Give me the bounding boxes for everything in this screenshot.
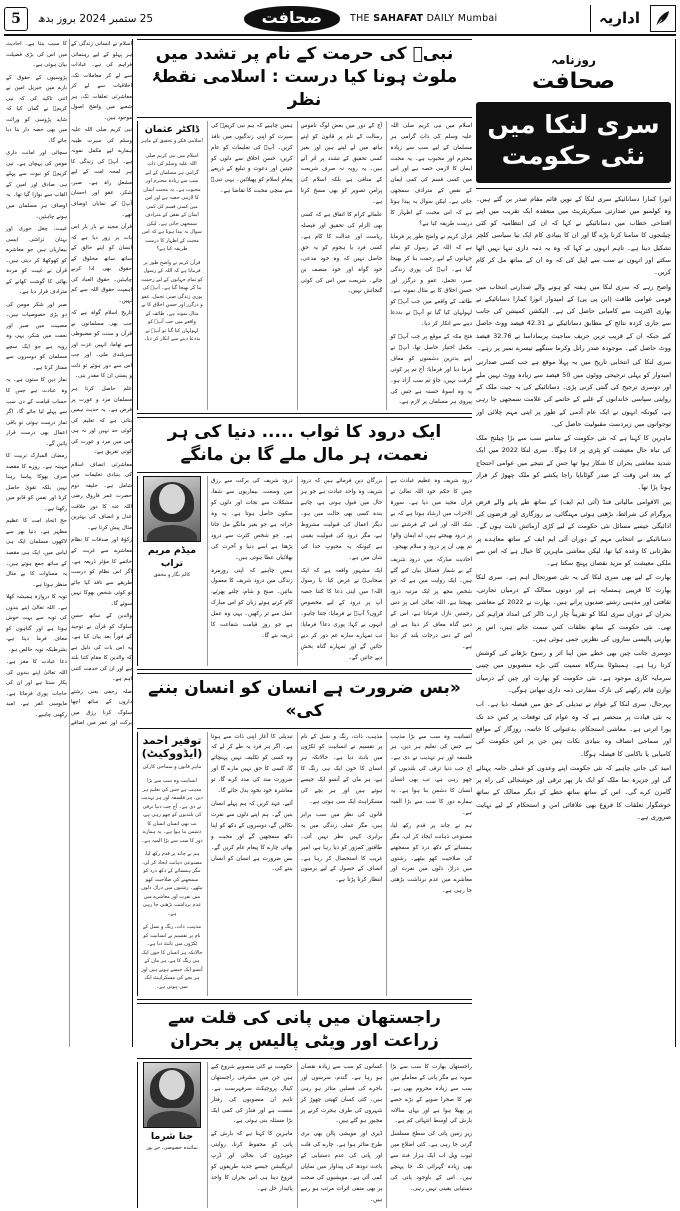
article-column-text [386, 121, 472, 411]
page-number: 5 [4, 7, 28, 31]
article-block [137, 673, 472, 1000]
author-subtitle: نمائندہ خصوصی، جے پور [146, 1145, 198, 1152]
article-headline: نبیؐ کی حرمت کے نام پر تشدد میں ملوث ہونا کیا درست : اسلامی نقطۂ نظر [137, 39, 472, 118]
paragraph: صلہ رحمی یعنی رشتے داروں کے ساتھ اچھا سلوک کرنا رزق میں برکت اور عمر میں اضافے کا سبب بنتا ہے۔ احادیث میں اس کی بڑی فضیلت بیان ہوئی ہے۔ [6, 41, 132, 727]
latin-title-suffix: DAILY Mumbai [423, 13, 498, 24]
paragraph: ہم نے چاند پر قدم رکھ لیا، مصنوعی ذہانت ایجاد کر لی، مگر ہمسائے کے دکھ درد کو سمجھنے کی صلاحیت کھو بیٹھے۔ رشتوں میں دراڑ، دلوں میں نفرت اور معاشرے میں عدم برداشت بڑھتی جا رہی ہے۔ [390, 822, 472, 895]
paragraph: توبہ کا دروازہ ہمیشہ کھلا ہے۔ اللہ تعالیٰ اپنے بندوں کی توبہ سے بہت خوش ہوتا ہے اور گناہوں کو معاف فرما دیتا ہے، بشرطیکہ توبہ خالص ہو۔ [6, 594, 67, 653]
article-block [137, 1003, 472, 1211]
paragraph: درود شریف کی برکت سے رزق میں وسعت، بیماریوں سے شفا، مشکلات سے نجات اور دلوں کو سکون حاصل ہوتا ہے۔ یہ وہ خزانہ ہے جو بغیر مانگے مل جاتا ہے۔ جو شخص کثرت سے درود پڑھتا ہے اسے دنیا و آخرت کی بھلائیاں عطا ہوتی ہیں۔ [210, 478, 293, 561]
paragraph: پڑوسیوں کے حقوق کے بارے میں جبریل امین نے اتنی تاکید کی کہ نبی کریمؐ نے گمان کیا کہ شاید پڑوسی کو وراثت میں بھی حصہ دار بنا دیا جائے گا۔ [6, 74, 67, 144]
left-text-strip [6, 39, 132, 1047]
paragraph: انسانیت وہ سب سے بڑا مذہب ہے جس کی تعلیم ہر دین، ہر فلسفہ اور ہر تہذیب نے دی ہے۔ آج جب دنیا ترقی کی بلندیوں کو چھو رہی ہے، تب بھی انسان انسان کا دشمن بنا ہوا ہے۔ یہ ہمارے دور کا سب سے بڑا المیہ ہے۔ [141, 778, 203, 844]
article-column-text [386, 476, 472, 665]
article-column-text [386, 732, 472, 997]
author-subtitle: کالم نگار و محقق [153, 571, 191, 578]
portrait-face [159, 484, 185, 514]
paragraph: قرآن کریم نے واضح طور پر فرمایا ہے کہ اللہ کے رسول کو تمام جہانوں کے لیے رحمت بنا کر بھیجا گیا ہے۔ آپؐ کی پوری زندگی صبر، تحمل، عفو و درگزر اور حسنِ اخلاق کا بے مثال نمونہ ہے۔ طائف کے واقعے میں جب آپؐ کو لہولہان کیا گیا تو آپؐ نے بددعا دینے سے انکار کر دیا۔ [390, 233, 472, 328]
paragraph: زیرِ زمین پانی کی سطح مسلسل گرتی جا رہی ہے۔ کئی اضلاع میں ٹیوب ویل اب ایک ہزار فٹ سے بھی زیادہ گہرائی تک جا پہنچے ہیں۔ اس کے باوجود پانی کی دستیابی یقینی نہیں رہی۔ [390, 1131, 472, 1192]
paragraph: درود شریف وہ عظیم عبادت ہے جس کا حکم خود اللہ تعالیٰ نے قرآن مجید میں دیا ہے۔ سورۃ الاحزاب میں ارشاد ہوتا ہے کہ بے شک اللہ اور اس کے فرشتے نبی پر درود بھیجتے ہیں، اے ایمان والو! تم بھی ان پر درود و سلام بھیجو۔ [390, 478, 472, 550]
paragraph: دعا عبادت کا مغز ہے۔ اللہ تعالیٰ اپنے بندوں کی پکار سنتا ہے اور ان کی حاجات پوری فرماتا ہے۔ مایوسی کفر ہے، امید رکھنی چاہیے۔ [6, 659, 67, 718]
paragraph: قانون کی نظر میں سب برابر ہیں، مگر عملی زندگی میں یہ برابری کہیں نظر نہیں آتی۔ طاقتور کمزور کو دبا رہا ہے، امیر غریب کا استحصال کر رہا ہے۔ انصاف کے حصول کے لیے برسوں انتظار کرنا پڑتا ہے۔ [300, 811, 383, 884]
paragraph: والدین کے ساتھ حسنِ سلوک کو قرآن نے توحید کے فوراً بعد بیان کیا ہے۔ یہ اس بات کی دلیل ہے کہ والدین کا مقام کتنا بلند ہے اور ان کی خدمت کتنی اہم ہے۔ [71, 613, 132, 683]
section-label: اداریہ [590, 5, 648, 32]
paragraph: زکوٰۃ اور صدقات کا نظام معاشرے سے غربت کے خاتمے کا مؤثر ذریعہ ہے۔ اگر اس نظام کو درست طریقے سے نافذ کیا جائے تو کوئی شخص بھوکا نہیں سوئے گا۔ [71, 537, 132, 607]
paragraph: دوسری جانب چین بھی خطے میں اپنا اثر و رسوخ بڑھانے کی کوشش کرتا رہا ہے۔ ہمبنٹوٹا بندرگاہ سمیت کئی بڑے منصوبوں میں چینی سرمایہ کاری موجود ہے۔ نئی حکومت کو بھارت اور چین کے درمیان توازن قائم رکھنے کی نازک سفارتی ذمہ داری نبھانی ہوگی۔ [476, 649, 671, 695]
left-text-strip-column [4, 39, 132, 1047]
quill-pen-icon [650, 5, 676, 32]
paragraph: بین الاقوامی مالیاتی فنڈ (آئی ایم ایف) کے ساتھ طے پانے والے قرض پروگرام کی شرائط، بڑھتی ہوئی مہنگائی، بے روزگاری اور قرضوں کی ادائیگی جیسے مسائل نئی حکومت کے لیے کڑی آزمائش ثابت ہوں گے۔ دسانائیکے نے انتخابی مہم کے دوران آئی ایم ایف کے ساتھ معاہدے پر نظرثانی کا وعدہ کیا تھا، لیکن معاشی ماہرین کا خیال ہے کہ اس سے ملکی معیشت کو مزید نقصان پہنچ سکتا ہے۔ [476, 497, 671, 568]
paragraph: نبی کریم صلی اللہ علیہ وسلم کی سیرت طیبہ ہمارے لیے مکمل نمونہ ہے۔ آپؐ کی زندگی کا ہر لمحہ امت کے لیے مشعلِ راہ ہے۔ صبر، شکر، عفو اور احسان آپؐ کے نمایاں اوصاف تھے۔ [71, 127, 132, 218]
paragraph: ایک مشہور واقعہ ہے کہ ایک صحابیؓ نے عرض کیا: یا رسول اللہ! میں اپنی دعا کا کتنا حصہ آپ پر درود کے لیے مخصوص کروں؟ آپؐ نے فرمایا: جتنا چاہو۔ انہوں نے کہا: پوری دعا؟ فرمایا: تب تمہارے سارے غم دور کر دیے جائیں گے اور تمہارے گناہ بخش دیے جائیں گے۔ [300, 567, 383, 661]
paragraph: رمضان المبارک تربیت کا مہینہ ہے۔ روزے کا مقصد صرف بھوکا پیاسا رہنا نہیں بلکہ تقویٰ حاصل کرنا اور نفس کو قابو میں رکھنا ہے۔ [6, 453, 67, 512]
paragraph: انورا کمارا دسانائیکے سری لنکا کے نویں قائم مقام صدر بن گئے ہیں۔ وہ کولمبو میں صدارتی سیکریٹریٹ میں منعقدہ ایک تقریب میں اپنے افتتاحی خطاب میں دسانائیکے نے کہا کہ ان کی انتظامیہ کو کئی چیلنجوں کا سامنا کرنا پڑے گا اور ان کا بنیادی کام ایک نیا سیاسی کلچر تشکیل دینا ہے۔ تاہم انہوں نے کہا کہ وہ یہ ذمہ داری تنہا نہیں اٹھا سکتے اور انہوں نے سب سے اپیل کی کہ وہ ان کے ساتھ مل کر کام کریں۔ [476, 194, 671, 277]
article-headline: «بس ضرورت ہے انسان کو انسان بننے کی» [137, 673, 472, 729]
masthead [4, 3, 676, 36]
portrait-torso [147, 525, 197, 542]
paragraph: مذہب، ذات، رنگ و نسل کے نام پر تقسیم نے انسانیت کو ٹکڑوں میں بانٹ دیا ہے۔ حالانکہ ہر انسان کا خون ایک ہی رنگ کا ہے، ہر ماں کے آنسو ایک جیسے ہوتے ہیں اور ہر بچے کی مسکراہٹ ایک سی ہوتی ہے۔ [141, 924, 203, 990]
paragraph: مذہب، ذات، رنگ و نسل کے نام پر تقسیم نے انسانیت کو ٹکڑوں میں بانٹ دیا ہے۔ حالانکہ ہر انسان کا خون ایک ہی رنگ کا ہے، ہر ماں کے آنسو ایک جیسے ہوتے ہیں اور ہر بچے کی مسکراہٹ ایک سی ہوتی ہے۔ [300, 733, 383, 805]
paragraph: بزرگانِ دین فرماتے ہیں کہ درود شریف وہ واحد عبادت ہے جو ہر حال میں قبول ہوتی ہے، چاہے بندہ کسی بھی حالت میں ہو۔ دیگر اعمال کی قبولیت مشروط ہے، مگر درود کی قبولیت یقینی ہے کیونکہ یہ محبوبِ خدا کی شان میں ہے۔ [300, 478, 383, 561]
author-subtitle: ماہرِ قانون و سماجی کارکن [142, 763, 202, 770]
article-column-text [207, 1062, 293, 1208]
paragraph: ماہرین کا کہنا ہے کہ نئی حکومت کے سامنے سب سے بڑا چیلنج ملک کی تباہ حال معیشت کو پٹری پر لانا ہوگا۔ سری لنکا 2022 میں ایک شدید معاشی بحران کا شکار ہوا تھا جس کے نتیجے میں عوامی احتجاج کے بعد اس وقت کے صدر گوٹابایا راجا پکشے کو ملک چھوڑ کر فرار ہونا پڑا تھا۔ [476, 434, 671, 492]
article-block [137, 417, 472, 669]
paragraph: انسانیت وہ سب سے بڑا مذہب ہے جس کی تعلیم ہر دین، ہر فلسفہ اور ہر تہذیب نے دی ہے۔ آج جب دنیا ترقی کی بلندیوں کو چھو رہی ہے، تب بھی انسان انسان کا دشمن بنا ہوا ہے۔ یہ ہمارے دور کا سب سے بڑا المیہ ہے۔ [390, 733, 472, 816]
author-name: جنا شرما [150, 1130, 194, 1142]
paragraph: اسلام میں نبی کریم صلی اللہ علیہ وسلم کی ذاتِ گرامی ہر مسلمان کے لیے سب سے زیادہ محترم اور محبوب ہے۔ یہ محبت ایمان کا لازمی حصہ ہے اور اس میں کسی قسم کی کمی ایمان کے نقص کے مترادف سمجھی جاتی ہے۔ لیکن سوال یہ پیدا ہوتا ہے کہ اس محبت کے اظہار کا درست طریقہ کیا ہے؟ [142, 152, 202, 253]
paragraph: آئیے، عہد کریں کہ ہم پہلے انسان بنیں گے۔ ہم اپنے دلوں سے نفرت نکالیں گے، دوسروں کے دکھ کو اپنا دکھ سمجھیں گے اور محبت و بھائی چارے کا پیغام عام کریں گے۔ بس ضرورت ہے انسان کو انسان بننے کی۔ [210, 800, 293, 873]
paragraph: غیبت، چغل خوری اور بہتان تراشی ایسی بیماریاں ہیں جو معاشرے کو کھوکھلا کر دیتی ہیں۔ قرآن نے غیبت کو مردہ بھائی کا گوشت کھانے کے مترادف قرار دیا ہے۔ [6, 226, 67, 296]
paragraph: تبدیلی کا آغاز اپنی ذات سے ہوتا ہے۔ اگر ہر فرد یہ طے کر لے کہ وہ کسی کو تکلیف نہیں پہنچائے گا، کسی کا حق نہیں مارے گا اور ضرورت مند کی مدد کرے گا، تو معاشرہ خود بخود بدل جائے گا۔ [210, 733, 293, 795]
paragraph: امید کی جانی چاہیے کہ نئی حکومت اپنے وعدوں کو عملی جامہ پہنائے گی اور جزیرہ نما ملک کو ایک بار پھر ترقی اور خوشحالی کی راہ پر گامزن کرے گی۔ اس کے ساتھ ساتھ خطے کے دیگر ممالک کے ساتھ خوشگوار تعلقات کا فروغ بھی علاقائی امن و استحکام کے لیے نہایت ضروری ہے۔ [476, 763, 671, 822]
editorial-column [476, 39, 676, 1047]
portrait-torso [147, 1111, 197, 1128]
paragraph: ہمیں چاہیے کہ اپنی روزمرہ زندگی میں درود شریف کا معمول بنائیں۔ صبح و شام، چلتے پھرتے، کام کرتے ہوئے زبان کو اس مبارک عمل سے تر رکھیں۔ یہی وہ عمل ہے جو روزِ قیامت شفاعت کا ذریعہ بنے گا۔ [210, 567, 293, 639]
paragraph: اسلام نے انسانی زندگی کے ہر پہلو کے لیے رہنمائی فراہم کی ہے۔ عبادات سے لے کر معاملات تک، اخلاقیات سے لے کر معاشرتی تعلقات تک، ہر شعبے میں واضح اصول موجود ہیں۔ [71, 41, 132, 121]
article-column-text [297, 121, 383, 411]
paragraph: ہم نے چاند پر قدم رکھ لیا، مصنوعی ذہانت ایجاد کر لی، مگر ہمسائے کے دکھ درد کو سمجھنے کی صلاحیت کھو بیٹھے۔ رشتوں میں دراڑ، دلوں میں نفرت اور معاشرے میں عدم برداشت بڑھتی جا رہی ہے۔ [141, 851, 203, 917]
editorial-brand: صحافت [531, 69, 616, 94]
paragraph: اسلام میں نبی کریم صلی اللہ علیہ وسلم کی ذاتِ گرامی ہر مسلمان کے لیے سب سے زیادہ محترم اور محبوب ہے۔ یہ محبت ایمان کا لازمی حصہ ہے اور اس میں کسی قسم کی کمی ایمان کے نقص کے مترادف سمجھی جاتی ہے۔ لیکن سوال یہ پیدا ہوتا ہے کہ اس محبت کے اظہار کا درست طریقہ کیا ہے؟ [390, 122, 472, 227]
latin-title-brand: SAHAFAT [373, 13, 424, 24]
article-column-text [207, 121, 293, 411]
article-column-text [386, 1062, 472, 1208]
paragraph: ڈیری اور مویشی پالن بھی بری طرح متاثر ہوا ہے۔ چارے کی قلت اور پانی کی عدم دستیابی کے باعث دودھ کی پیداوار میں نمایاں کمی آئی ہے۔ مویشیوں کی صحت پر بھی منفی اثرات مرتب ہو رہے ہیں۔ [300, 1131, 383, 1203]
paragraph: صبر اور شکر مومن کی دو بڑی خصوصیات ہیں۔ مصیبت میں صبر اور نعمت میں شکر، یہی وہ رویہ ہے جو ایک سچے مسلمان کو دوسروں سے ممتاز کرتا ہے۔ [6, 301, 67, 371]
article-columns [137, 1062, 472, 1208]
editorial-headline: سری لنکا میں نئی حکومت [476, 102, 671, 183]
paragraph: ماہرین کا کہنا ہے کہ بارش کے پانی کو محفوظ کرنا، روایتی جوہڑوں کی بحالی اور ڈرپ ایریگیشن جیسے جدید طریقوں کو فروغ دینا ہی اس بحران کا واحد پائیدار حل ہے۔ [210, 1131, 293, 1192]
paragraph: حج اتحادِ امت کا عظیم مظہر ہے۔ دنیا بھر سے لاکھوں مسلمان ایک ہی لباس میں، ایک ہی مقصد کے ساتھ جمع ہوتے ہیں۔ یہ مساوات کا بے مثال منظر ہوتا ہے۔ [6, 518, 67, 588]
editorial-body [476, 188, 671, 1048]
author-portrait [143, 1062, 201, 1128]
paragraph: سری لنکا کی انتخابی تاریخ میں یہ پہلا موقع ہے جب کسی صدارتی امیدوار کو پہلی ترجیحی ووٹوں میں 50 فیصد سے زیادہ ووٹ نہیں ملے اور دوسری ترجیح کی گنتی کرنی پڑی۔ دسانائیکے کی یہ جیت ملک کے روایتی سیاسی خاندانوں کے غلبے کے خاتمے کی علامت سمجھی جا رہی ہے، کیونکہ انہوں نے ایک عام آدمی کے طور پر اپنی مہم چلائی اور نوجوانوں میں زبردست مقبولیت حاصل کی۔ [476, 358, 671, 428]
paragraph: فتح مکہ کے موقع پر جب آپؐ کو مکمل اختیار حاصل تھا، آپؐ نے اپنے بدترین دشمنوں کو معاف فرما دیا اور فرمایا: آج تم پر کوئی گرفت نہیں، جاؤ تم سب آزاد ہو۔ یہ وہ اسوۂ حسنہ ہے جس کی پیروی ہر مسلمان پر لازم ہے۔ [390, 334, 472, 406]
article-columns [137, 476, 472, 665]
article-block [137, 39, 472, 414]
article-headline: ایک درود کا ثواب ..... دنیا کی ہر نعمت، ہر مال ملے گا بن مانگے [137, 417, 472, 473]
article-columns [137, 121, 472, 411]
sahafat-logo: صحافت [244, 6, 340, 32]
paragraph: آج کے دور میں بعض لوگ ناموسِ رسالت کے نام پر قانون کو اپنے ہاتھ میں لے لیتے ہیں اور بغیر کسی تحقیق کے تشدد پر اتر آتے ہیں۔ یہ رویہ نہ صرف شریعت کے منافی ہے بلکہ اسلام کی پرامن تصویر کو بھی مسخ کرتا ہے۔ [300, 122, 383, 206]
article-column-text [297, 732, 383, 997]
page-body [4, 39, 676, 1203]
author-portrait [143, 476, 201, 542]
paragraph: احادیث مبارکہ میں درود شریف کے بے شمار فضائل بیان کیے گئے ہیں۔ ایک روایت میں ہے کہ جو شخص مجھ پر ایک مرتبہ درود بھیجتا ہے، اللہ تعالیٰ اس پر دس رحمتیں نازل فرماتا ہے، اس کے دس گناہ معاف کر دیتا ہے اور اس کے دس درجات بلند کر دیتا ہے۔ [390, 556, 472, 650]
article-byline [137, 732, 203, 997]
paragraph: حکومت نے کئی منصوبے شروع کیے ہیں جن میں مشرقی راجستھان کینال پروجیکٹ سرفہرست ہے۔ تاہم ان منصوبوں کی رفتار سست ہے اور فنڈز کی کمی ایک بڑا مسئلہ بنی ہوئی ہے۔ [210, 1063, 293, 1125]
article-column-text [297, 476, 383, 665]
paragraph: بھارت کے لیے بھی سری لنکا کی یہ نئی صورتحال اہم ہے۔ سری لنکا بھارت کا قریبی ہمسایہ ہے اور دونوں ممالک کے درمیان تجارتی، ثقافتی اور مذہبی رشتے صدیوں پرانے ہیں۔ بھارت نے 2022 کے معاشی بحران کے دوران سری لنکا کو تقریباً چار ارب ڈالر کی امداد فراہم کی تھی۔ نئی حکومت کے ساتھ تعلقات کس سمت جاتے ہیں، اس پر بھارتی پالیسی سازوں کی نظریں جمی ہوئی ہیں۔ [476, 573, 671, 643]
article-headline: راجستھان میں پانی کی قلت سے زراعت اور ویٹی پالیس پر بحران [137, 1003, 472, 1059]
paragraph: نماز دین کا ستون ہے۔ یہ وہ عبادت ہے جس کا حساب قیامت کے دن سب سے پہلے لیا جائے گا۔ اگر نماز درست ہوئی تو باقی اعمال بھی درست قرار پائیں گے۔ [6, 377, 67, 447]
paragraph: سچائی اور امانت داری مومن کی پہچان ہے۔ نبی کریمؐ کو نبوت سے پہلے ہی صادق اور امین کے القاب سے نوازا گیا تھا۔ یہ اوصاف ہر مسلمان میں ہونے چاہئیں۔ [6, 150, 67, 220]
article-byline [137, 121, 203, 411]
article-column-text [297, 1062, 383, 1208]
author-name: توقیر احمد (ایڈووکیٹ) [141, 733, 203, 760]
byline-filler-text [141, 772, 203, 996]
article-byline [137, 1062, 203, 1208]
article-column-text [207, 476, 293, 665]
article-column-text [207, 732, 293, 997]
paragraph: راجستھان بھارت کا سب سے بڑا صوبہ ہے مگر پانی کے معاملے میں سب سے زیادہ محروم بھی ہے۔ تھر کا صحرا صوبے کے بڑے حصے پر پھیلا ہوا ہے اور یہاں سالانہ بارش کی اوسط انتہائی کم ہے۔ [390, 1063, 472, 1125]
paragraph: قرآن مجید نے بار بار اس بات پر زور دیا ہے کہ انسان کو اپنے خالق کے ساتھ ساتھ مخلوق کے حقوق بھی ادا کرنے چاہئیں۔ حقوق العباد کی اہمیت حقوق اللہ سے کم نہیں۔ [71, 224, 132, 304]
article-columns [137, 732, 472, 997]
paragraph: علم حاصل کرنا ہر مسلمان مرد و عورت پر فرض ہے۔ یہ حدیث ہمیں بتاتی ہے کہ تعلیم کی کوئی حد نہیں اور نہ ہی اس میں مرد و عورت کی کوئی تفریق ہے۔ [71, 386, 132, 456]
paragraph: علمائے کرام کا اتفاق ہے کہ کسی بھی الزام کی تحقیق اور فیصلہ ریاست اور عدالت کا کام ہے۔ کسی فرد یا ہجوم کو یہ حق حاصل نہیں کہ وہ خود مدعی، خود گواہ اور خود منصف بن جائے۔ شریعت میں اس کی کوئی گنجائش نہیں۔ [300, 212, 383, 295]
author-name: ڈاکٹر عثمان [144, 123, 200, 135]
publication-date: 25 ستمبر 2024 بروز بدھ [38, 12, 154, 25]
latin-title-prefix: THE [350, 13, 374, 24]
byline-filler-text [141, 147, 203, 349]
paragraph: واضح رہے کہ سری لنکا میں ہفتہ کو ہونے والے صدارتی انتخاب میں قومی عوامی طاقت (این پی پی) کے امیدوار انورا کمارا دسانائیکے نے بھاری اکثریت سے کامیابی حاصل کی ہے۔ الیکشن کمیشن کی جانب سے جاری کردہ نتائج کے مطابق دسانائیکے نے 42.31 فیصد ووٹ حاصل کیے جبکہ ان کے قریب ترین حریف ساجیت پریماداسا نے 32.76 فیصد ووٹ حاصل کیے۔ موجودہ صدر رانل وکرما سنگھے تیسرے نمبر پر رہے۔ [476, 282, 671, 353]
paragraph: معاشرتی انصاف اسلام کی بنیادی تعلیمات میں شامل ہے۔ خلیفہ دوم حضرت عمر فاروق رضی اللہ عنہ کا دورِ خلافت عدل و انصاف کی بہترین مثال پیش کرتا ہے۔ [71, 461, 132, 531]
article-byline [137, 476, 203, 665]
paragraph: ہمیں چاہیے کہ ہم نبی کریمؐ کی سیرت کو اپنی زندگیوں میں نافذ کریں۔ آپؐ کی تعلیمات کو عام کریں، حسنِ اخلاق سے دلوں کو جیتیں اور دعوت و تبلیغ کے ذریعے پیغامِ اسلام کو پھیلائیں۔ یہی نبیؐ سے سچی محبت کا تقاضا ہے۔ [210, 122, 293, 195]
paragraph: قرآن کریم نے واضح طور پر فرمایا ہے کہ اللہ کے رسول کو تمام جہانوں کے لیے رحمت بنا کر بھیجا گیا ہے۔ آپؐ کی پوری زندگی صبر، تحمل، عفو و درگزر اور حسنِ اخلاق کا بے مثال نمونہ ہے۔ طائف کے واقعے میں جب آپؐ کو لہولہان کیا گیا تو آپؐ نے بددعا دینے سے انکار کر دیا۔ [141, 259, 203, 343]
latin-title [340, 13, 507, 24]
author-subtitle: اسلامی فکر و تحقیق کے ماہر [141, 138, 203, 145]
portrait-face [159, 1070, 185, 1100]
author-name: میڈم مریم تراب [147, 545, 197, 569]
paragraph: کسانوں کو سب سے زیادہ نقصان ہو رہا ہے۔ گندم، سرسوں اور باجرے کی فصلیں متاثر ہو رہی ہیں۔ کئی کسان کھیتی چھوڑ کر شہروں کی طرف ہجرت کرنے پر مجبور ہو گئے ہیں۔ [300, 1063, 383, 1125]
paragraph: بہرحال، سری لنکا کے عوام نے تبدیلی کے حق میں فیصلہ دیا ہے۔ اب یہ نئی قیادت پر منحصر ہے کہ وہ عوام کی توقعات پر کس حد تک پورا اترتی ہے۔ معاشی استحکام، بدعنوانی کا خاتمہ، روزگار کے مواقع اور سماجی انصاف وہ بنیادی نکات ہیں جن پر اس حکومت کی کامیابی یا ناکامی کا فیصلہ ہوگا۔ [476, 700, 671, 758]
articles-column [132, 39, 476, 1203]
paragraph: تاریخِ اسلام گواہ ہے کہ جب بھی مسلمانوں نے قرآن و سنت کو مضبوطی سے تھاما، انہیں عزت اور سربلندی ملی۔ اور جب اس سے دور ہوئے تو ذلت و پستی ان کا مقدر بنی۔ [71, 310, 132, 380]
editorial-kicker: روزنامہ [551, 53, 596, 67]
